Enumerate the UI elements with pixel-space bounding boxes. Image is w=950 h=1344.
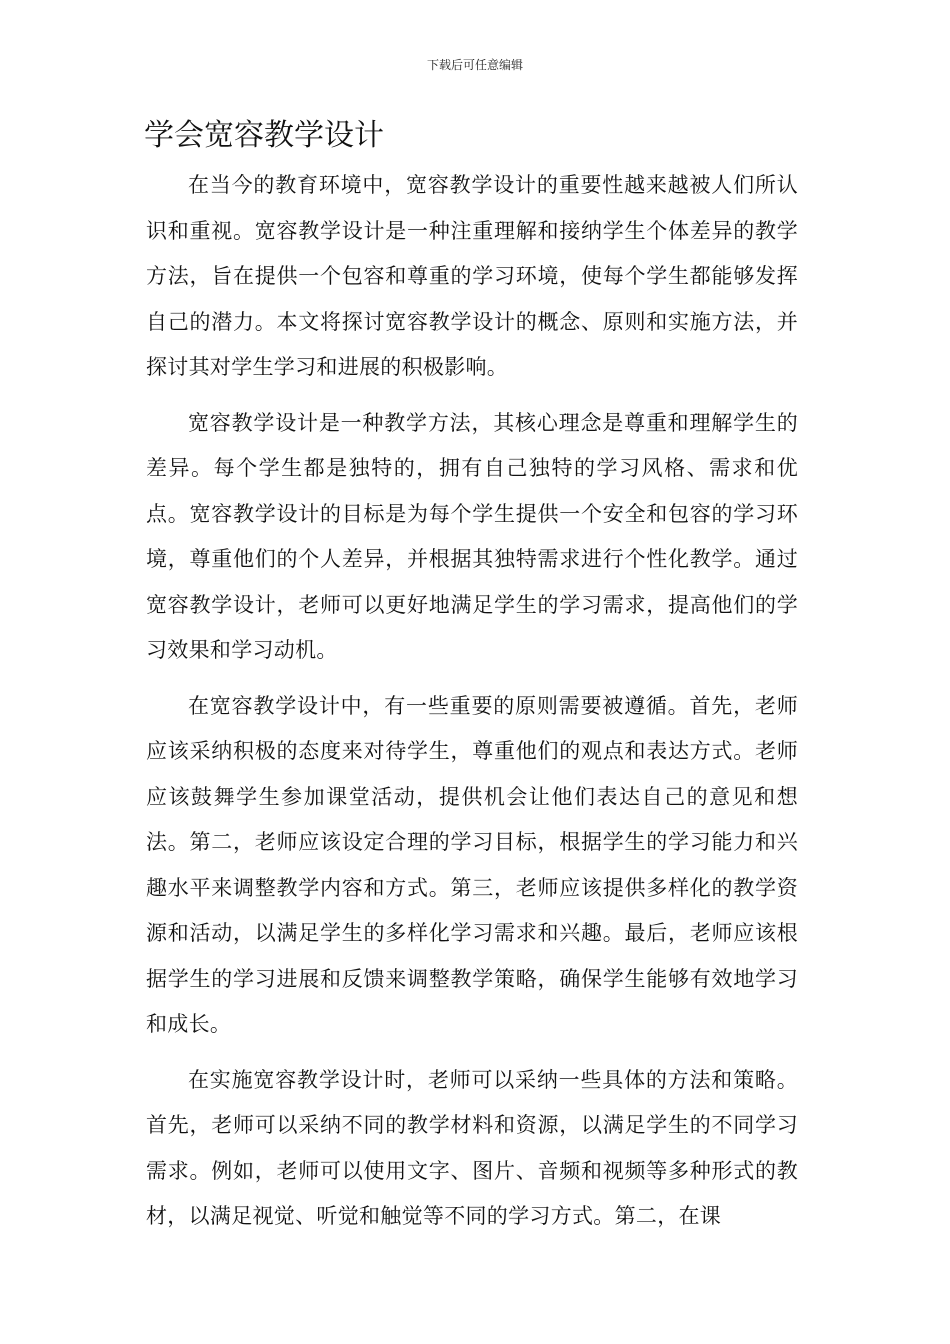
document-title: 学会宽容教学设计	[144, 118, 384, 153]
paragraph-2: 宽容教学设计是一种教学方法，其核心理念是尊重和理解学生的差异。每个学生都是独特的，拥有自己独特的学习风格、需求和优点。宽容教学设计的目标是为每个学生提供一个安全和包容的学习环境，尊重他们的个人差异，并根据其独特需求进行个性化教学。通过宽容教学设计，老师可以更好地满足学生的学习需求，提高他们的学习效果和学习动机。	[146, 410, 798, 662]
paragraph-4: 在实施宽容教学设计时，老师可以采纳一些具体的方法和策略。首先，老师可以采纳不同的教学材料和资源，以满足学生的不同学习需求。例如，老师可以使用文字、图片、音频和视频等多种形式的教材，以满足视觉、听觉和触觉等不同的学习方式。第二，在课	[146, 1067, 798, 1228]
paragraph-3: 在宽容教学设计中，有一些重要的原则需要被遵循。首先，老师应该采纳积极的态度来对待学生，尊重他们的观点和表达方式。老师应该鼓舞学生参加课堂活动，提供机会让他们表达自己的意见和想法。第二，老师应该设定合理的学习目标，根据学生的学习能力和兴趣水平来调整教学内容和方式。第三，老师应该提供多样化的教学资源和活动，以满足学生的多样化学习需求和兴趣。最后，老师应该根据学生的学习进展和反馈来调整教学策略，确保学生能够有效地学习和成长。	[146, 693, 798, 1036]
document-body	[146, 163, 798, 1240]
paragraph-1: 在当今的教育环境中，宽容教学设计的重要性越来越被人们所认识和重视。宽容教学设计是一种注重理解和接纳学生个体差异的教学方法，旨在提供一个包容和尊重的学习环境，使每个学生都能够发挥自己的潜力。本文将探讨宽容教学设计的概念、原则和实施方法，并探讨其对学生学习和进展的积极影响。	[146, 173, 798, 379]
page-header-note: 下载后可任意编辑	[426, 58, 523, 72]
